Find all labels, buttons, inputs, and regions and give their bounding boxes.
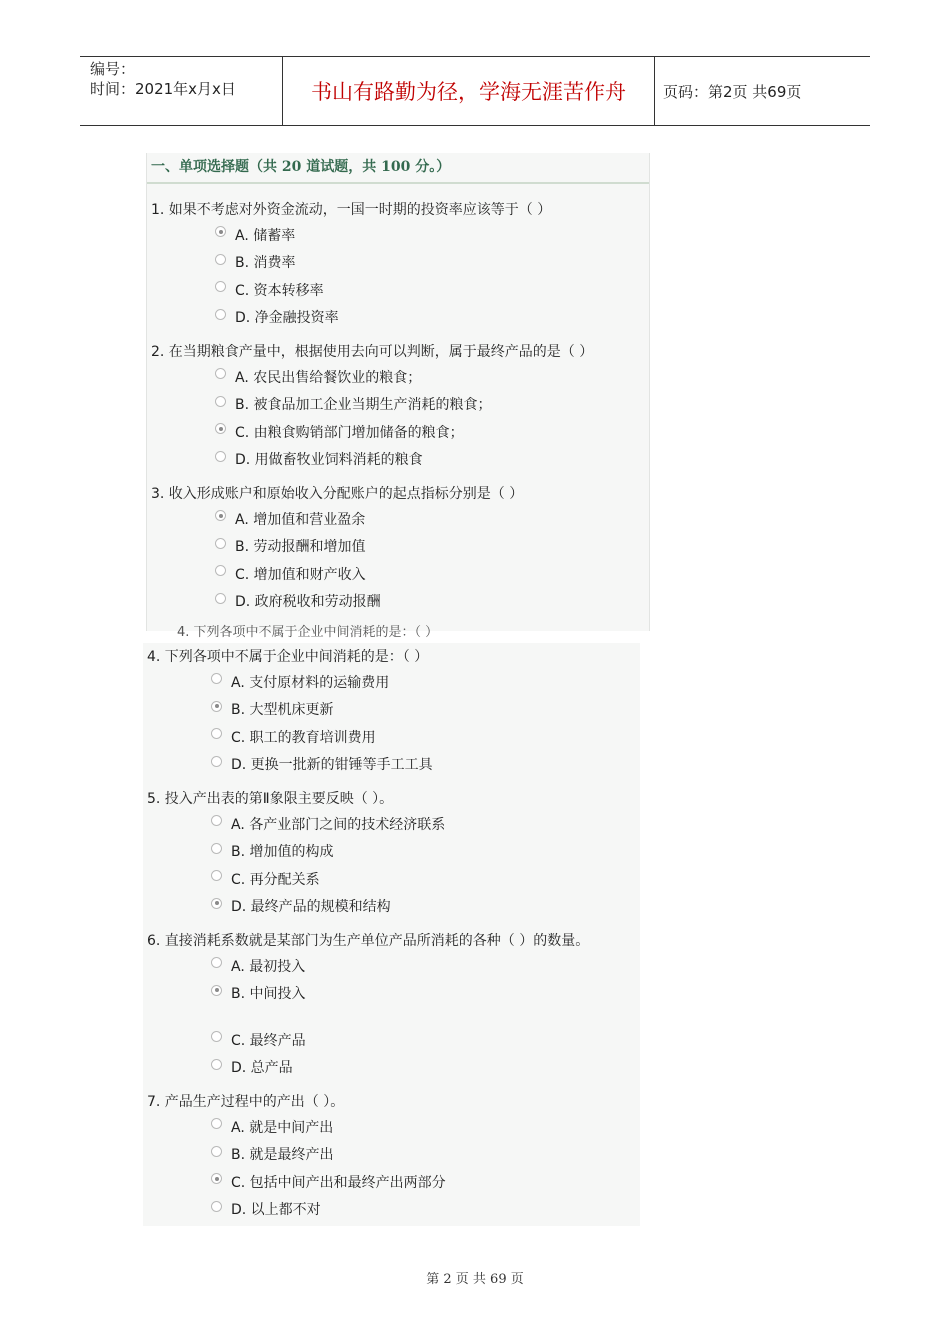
question-text: 6. 直接消耗系数就是某部门为生产单位产品所消耗的各种（ ）的数量。	[147, 933, 590, 949]
option-a[interactable]	[147, 363, 649, 391]
option-c[interactable]	[147, 560, 649, 588]
option-label: B. 大型机床更新	[231, 702, 334, 719]
radio-button[interactable]	[211, 815, 222, 826]
option-label: C. 职工的教育培训费用	[231, 729, 376, 746]
radio-button[interactable]	[215, 423, 226, 434]
radio-button[interactable]	[215, 538, 226, 549]
cut-off-question-4: 4. 下列各项中不属于企业中间消耗的是：（ ）	[177, 625, 439, 640]
question-text: 5. 投入产出表的第Ⅱ象限主要反映（ ）。	[147, 791, 394, 807]
radio-button[interactable]	[211, 985, 222, 996]
option-label: B. 劳动报酬和增加值	[235, 539, 366, 556]
radio-button[interactable]	[215, 593, 226, 604]
number-label: 编号：	[90, 60, 136, 78]
option-label: D. 最终产品的规模和结构	[231, 899, 391, 916]
option-b[interactable]	[143, 838, 640, 866]
quiz-screenshot-2	[143, 643, 640, 1226]
header-meta	[80, 57, 282, 125]
option-label: B. 中间投入	[231, 986, 306, 1003]
radio-button[interactable]	[215, 396, 226, 407]
page-footer: 第 2 页 共 69 页	[426, 1272, 524, 1287]
question-3	[147, 483, 649, 615]
option-label: B. 消费率	[235, 255, 296, 272]
question-text: 2. 在当期粮食产量中，根据使用去向可以判断，属于最终产品的是（ ）	[151, 344, 594, 360]
option-c[interactable]	[143, 865, 640, 893]
question-text: 4. 下列各项中不属于企业中间消耗的是：（ ）	[147, 649, 429, 665]
option-label: C. 资本转移率	[235, 282, 324, 299]
header-page-info: 页码：第2页 共69页	[663, 82, 802, 101]
option-c[interactable]	[143, 723, 640, 751]
document-header	[80, 56, 870, 126]
option-c[interactable]	[147, 418, 649, 446]
radio-button[interactable]	[211, 1201, 222, 1212]
option-b[interactable]	[143, 696, 640, 724]
section-title: 一、单项选择题（共 20 道试题，共 100 分。）	[147, 153, 649, 184]
quiz-screenshot-1	[146, 153, 650, 640]
option-label: A. 储蓄率	[235, 227, 296, 244]
option-label: A. 就是中间产出	[231, 1119, 334, 1136]
question-5	[143, 788, 640, 920]
question-1	[147, 199, 649, 331]
option-label: C. 增加值和财产收入	[235, 566, 366, 583]
radio-button[interactable]	[215, 451, 226, 462]
radio-button[interactable]	[215, 368, 226, 379]
radio-button[interactable]	[215, 309, 226, 320]
option-label: A. 支付原材料的运输费用	[231, 674, 390, 691]
radio-button[interactable]	[215, 510, 226, 521]
option-label: D. 更换一批新的钳锤等手工工具	[231, 757, 433, 774]
option-a[interactable]	[143, 1113, 640, 1141]
option-a[interactable]	[143, 810, 640, 838]
radio-button[interactable]	[215, 254, 226, 265]
option-label: D. 用做畜牧业饲料消耗的粮食	[235, 452, 423, 469]
option-a[interactable]	[143, 668, 640, 696]
option-label: D. 净金融投资率	[235, 310, 339, 327]
option-label: A. 最初投入	[231, 958, 306, 975]
radio-button[interactable]	[211, 1059, 222, 1070]
option-label: A. 增加值和营业盈余	[235, 511, 366, 528]
option-d[interactable]	[143, 751, 640, 779]
option-d[interactable]	[143, 1054, 640, 1082]
header-motto: 书山有路勤为径，学海无涯苦作舟	[282, 57, 655, 125]
radio-button[interactable]	[215, 226, 226, 237]
option-c[interactable]	[143, 1168, 640, 1196]
option-label: C. 再分配关系	[231, 871, 320, 888]
option-label: D. 政府税收和劳动报酬	[235, 594, 381, 611]
option-label: A. 农民出售给餐饮业的粮食；	[235, 369, 422, 386]
option-a[interactable]	[147, 221, 649, 249]
radio-button[interactable]	[211, 870, 222, 881]
question-4	[143, 646, 640, 778]
radio-button[interactable]	[211, 843, 222, 854]
option-b[interactable]	[147, 391, 649, 419]
radio-button[interactable]	[211, 756, 222, 767]
radio-button[interactable]	[211, 1173, 222, 1184]
radio-button[interactable]	[211, 1118, 222, 1129]
option-a[interactable]	[143, 952, 640, 980]
option-d[interactable]	[143, 893, 640, 921]
option-a[interactable]	[147, 505, 649, 533]
option-label: C. 由粮食购销部门增加储备的粮食；	[235, 424, 464, 441]
radio-button[interactable]	[211, 957, 222, 968]
option-label: D. 总产品	[231, 1060, 293, 1077]
option-d[interactable]	[143, 1196, 640, 1224]
option-label: C. 最终产品	[231, 1032, 306, 1049]
question-text: 1. 如果不考虑对外资金流动，一国一时期的投资率应该等于（ ）	[151, 202, 552, 218]
option-label: B. 就是最终产出	[231, 1147, 334, 1164]
option-label: A. 各产业部门之间的技术经济联系	[231, 816, 446, 833]
question-7	[143, 1091, 640, 1223]
option-d[interactable]	[147, 446, 649, 474]
question-text: 3. 收入形成账户和原始收入分配账户的起点指标分别是（ ）	[151, 486, 524, 502]
radio-button[interactable]	[211, 728, 222, 739]
option-c[interactable]	[147, 276, 649, 304]
radio-button[interactable]	[211, 1031, 222, 1042]
option-label: D. 以上都不对	[231, 1202, 321, 1219]
option-c[interactable]	[143, 1026, 640, 1054]
radio-button[interactable]	[211, 1146, 222, 1157]
radio-button[interactable]	[211, 701, 222, 712]
question-text: 7. 产品生产过程中的产出（ ）。	[147, 1094, 345, 1110]
radio-button[interactable]	[215, 565, 226, 576]
radio-button[interactable]	[211, 898, 222, 909]
option-b[interactable]	[147, 249, 649, 277]
option-label: B. 增加值的构成	[231, 844, 334, 861]
option-b[interactable]	[147, 533, 649, 561]
option-d[interactable]	[147, 304, 649, 332]
question-6	[143, 930, 640, 1081]
question-2	[147, 341, 649, 473]
radio-button[interactable]	[215, 281, 226, 292]
time-label: 时间：2021年x月x日	[90, 80, 236, 98]
option-d[interactable]	[147, 588, 649, 616]
option-label: C. 包括中间产出和最终产出两部分	[231, 1174, 446, 1191]
option-b[interactable]	[143, 980, 640, 1008]
option-b[interactable]	[143, 1141, 640, 1169]
option-label: B. 被食品加工企业当期生产消耗的粮食；	[235, 397, 492, 414]
radio-button[interactable]	[211, 673, 222, 684]
